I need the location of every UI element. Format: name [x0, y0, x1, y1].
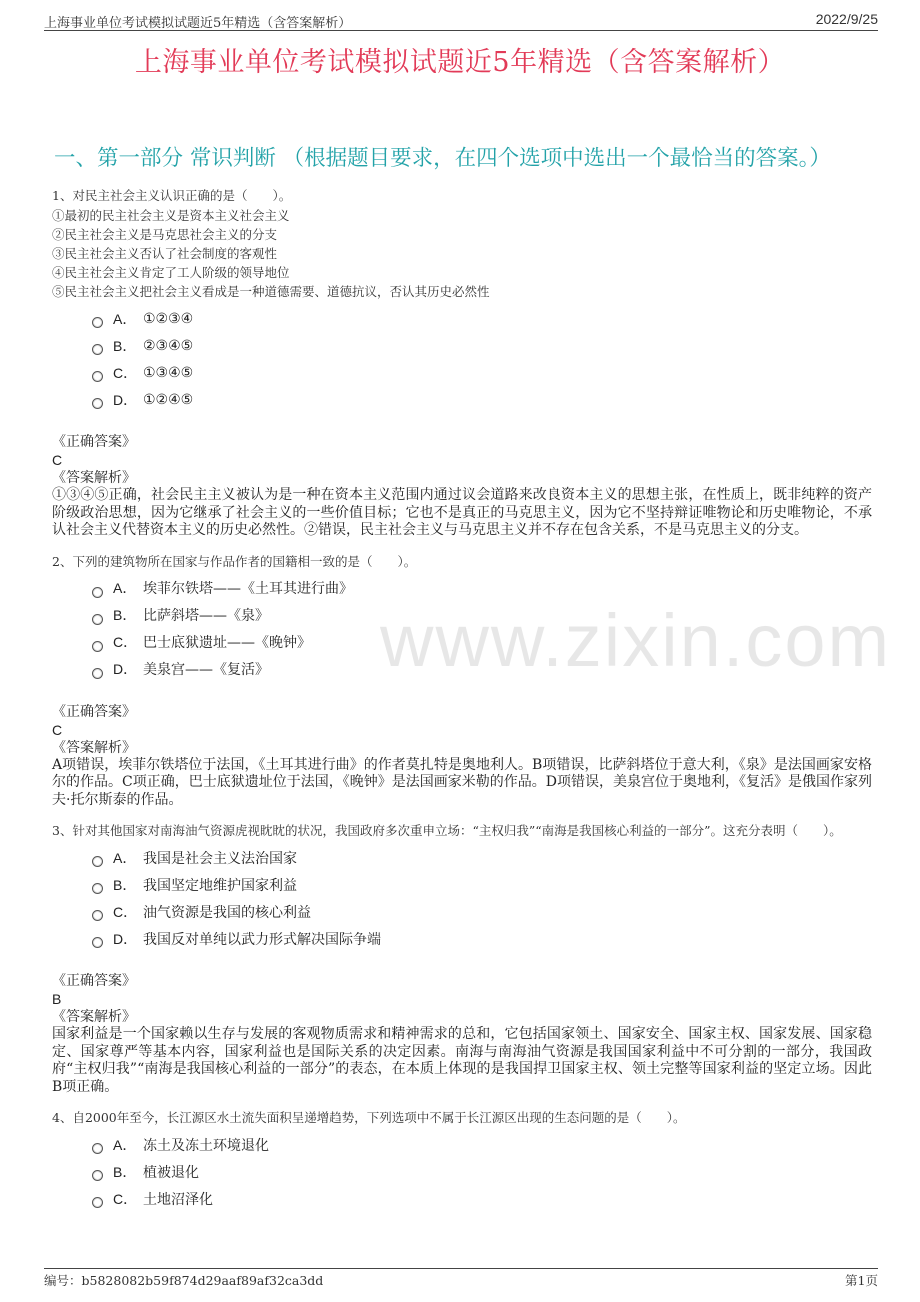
correct-answer-label: 《正确答案》 — [52, 973, 136, 989]
option-4[interactable] — [92, 656, 872, 683]
option-letter: C． — [113, 634, 138, 650]
document-title: 上海事业单位考试模拟试题近5年精选（含答案解析） — [134, 47, 786, 78]
question-stem: 3、针对其他国家对南海油气资源虎视眈眈的状况，我国政府多次重申立场：“主权归我”“南海是我国核心利益的一部分”。这充分表明（ ）。 — [52, 823, 842, 838]
options-list — [92, 844, 872, 952]
radio-button-icon[interactable] — [92, 371, 103, 382]
question-block — [52, 1108, 872, 1212]
header-date: 2022/9/25 — [815, 11, 878, 27]
option-letter: A． — [113, 1136, 137, 1153]
options-list — [92, 305, 872, 413]
analysis-label: 《答案解析》 — [52, 470, 136, 486]
option-letter: B． — [113, 1163, 137, 1180]
radio-button-icon[interactable] — [92, 317, 103, 328]
option-3[interactable] — [92, 359, 872, 386]
question-statement: ①最初的民主社会主义是资本主义社会主义 — [52, 208, 290, 223]
option-3[interactable] — [92, 629, 872, 656]
option-text: 巴士底狱遗址——《晚钟》 — [143, 635, 311, 651]
option-text: 植被退化 — [143, 1164, 199, 1181]
options-list — [92, 575, 872, 683]
option-1[interactable] — [92, 305, 872, 332]
analysis-label: 《答案解析》 — [52, 739, 136, 756]
analysis-text: A项错误，埃菲尔铁塔位于法国，《土耳其进行曲》的作者莫扎特是奥地利人。B项错误，比萨斜塔位于意大利，《泉》是法国画家安格尔的作品。C项正确，巴士底狱遗址位于法国，《晚钟》是法国画家米勒的作品。D项错误，美泉宫位于奥地利，《复活》是俄国作家列夫·托尔斯泰的作品。 — [52, 756, 872, 808]
option-letter: B． — [113, 337, 137, 354]
question-statement: ③民主社会主义否认了社会制度的客观性 — [52, 246, 278, 261]
radio-button-icon[interactable] — [92, 344, 103, 355]
option-2[interactable] — [92, 602, 872, 629]
option-text: 埃菲尔铁塔——《土耳其进行曲》 — [143, 581, 353, 597]
option-text: 我国反对单纯以武力形式解决国际争端 — [143, 931, 381, 948]
footer-page-number: 第1页 — [845, 1273, 878, 1288]
page-footer — [44, 1268, 878, 1289]
option-2[interactable] — [92, 1158, 872, 1185]
correct-answer-value: C — [52, 452, 63, 468]
option-text: ①③④⑤ — [143, 364, 194, 381]
option-4[interactable] — [92, 386, 872, 413]
option-text: 我国坚定地维护国家利益 — [143, 877, 297, 894]
analysis-text: 国家利益是一个国家赖以生存与发展的客观物质需求和精神需求的总和，它包括国家领土、国家安全、国家主权、国家发展、国家稳定、国家尊严等基本内容，国家利益也是国际关系的决定因素。南海与南海油气资源是我国国家利益中不可分割的一部分，我国政府“主权归我”“南海是我国核心利益的一部分”的表态，在本质上体现的是我国捍卫国家主权、领土完整等国家利益的坚定立场。因此B项正确。 — [52, 1026, 872, 1095]
analysis-text: ①③④⑤正确，社会民主主义被认为是一种在资本主义范围内通过议会道路来改良资本主义的思想主张，在性质上，既非纯粹的资产阶级政治思想，因为它继承了社会主义的一些价值目标；它也不是真正的马克思主义，因为它不坚持辩证唯物论和历史唯物论，不承认社会主义代替资本主义的历史必然性。②错误，民主社会主义与马克思主义并不存在包含关系，不是马克思主义的分支。 — [52, 487, 872, 538]
option-text: 油气资源是我国的核心利益 — [143, 904, 311, 921]
option-text: ②③④⑤ — [143, 337, 194, 354]
watermark: www.zixin.com — [380, 599, 892, 682]
option-3[interactable] — [92, 898, 872, 925]
option-1[interactable] — [92, 575, 872, 602]
option-text: 我国是社会主义法治国家 — [143, 850, 297, 867]
option-1[interactable] — [92, 844, 872, 871]
page-header — [44, 10, 878, 31]
question-statement: ⑤民主社会主义把社会主义看成是一种道德需要、道德抗议，否认其历史必然性 — [52, 284, 490, 299]
correct-answer-label: 《正确答案》 — [52, 703, 136, 720]
correct-answer-label: 《正确答案》 — [52, 434, 136, 450]
option-letter: A． — [113, 849, 137, 866]
option-2[interactable] — [92, 332, 872, 359]
header-doc-title: 上海事业单位考试模拟试题近5年精选（含答案解析） — [44, 16, 352, 31]
question-statement: ④民主社会主义肯定了工人阶级的领导地位 — [52, 265, 290, 280]
option-letter: C． — [113, 1190, 138, 1207]
option-4[interactable] — [92, 925, 872, 952]
option-letter: D． — [113, 661, 138, 677]
option-1[interactable] — [92, 1131, 872, 1158]
option-letter: A． — [113, 310, 137, 327]
radio-button-icon[interactable] — [92, 1197, 103, 1208]
question-list — [52, 186, 872, 1224]
correct-answer-value: B — [52, 991, 62, 1007]
radio-button-icon[interactable] — [92, 587, 103, 598]
analysis-label: 《答案解析》 — [52, 1009, 136, 1025]
radio-button-icon[interactable] — [92, 641, 103, 652]
radio-button-icon[interactable] — [92, 1170, 103, 1181]
option-2[interactable] — [92, 871, 872, 898]
question-stem: 1、对民主社会主义认识正确的是（ ）。 — [52, 188, 292, 203]
option-text: ①②③④ — [143, 310, 194, 327]
correct-answer-value: C — [52, 721, 63, 738]
option-letter: C． — [113, 364, 138, 381]
options-list — [92, 1131, 872, 1212]
radio-button-icon[interactable] — [92, 1143, 103, 1154]
radio-button-icon[interactable] — [92, 668, 103, 679]
option-text: 土地沼泽化 — [143, 1191, 213, 1208]
question-block — [52, 552, 872, 810]
option-letter: D． — [113, 391, 138, 408]
section-heading: 一、第一部分 常识判断 （根据题目要求，在四个选项中选出一个最恰当的答案。） — [54, 146, 831, 171]
question-stem: 2、下列的建筑物所在国家与作品作者的国籍相一致的是（ ）。 — [52, 553, 417, 569]
radio-button-icon[interactable] — [92, 910, 103, 921]
radio-button-icon[interactable] — [92, 883, 103, 894]
footer-doc-id: 编号：b5828082b59f874d29aaf89af32ca3dd — [44, 1273, 324, 1288]
option-letter: B． — [113, 607, 137, 623]
option-letter: A． — [113, 580, 137, 596]
option-text: 比萨斜塔——《泉》 — [143, 608, 269, 624]
question-statement: ②民主社会主义是马克思社会主义的分支 — [52, 227, 278, 242]
question-block — [52, 821, 872, 1096]
radio-button-icon[interactable] — [92, 614, 103, 625]
option-text: ①②④⑤ — [143, 391, 194, 408]
radio-button-icon[interactable] — [92, 937, 103, 948]
question-stem: 4、自2000年至今，长江源区水土流失面积呈递增趋势，下列选项中不属于长江源区出现的生态问题的是（ ）。 — [52, 1110, 686, 1125]
option-letter: B． — [113, 876, 137, 893]
question-block — [52, 186, 872, 540]
option-letter: C． — [113, 903, 138, 920]
option-3[interactable] — [92, 1185, 872, 1212]
radio-button-icon[interactable] — [92, 398, 103, 409]
option-text: 美泉宫——《复活》 — [143, 662, 269, 678]
option-text: 冻土及冻土环境退化 — [143, 1137, 269, 1154]
option-letter: D． — [113, 930, 138, 947]
radio-button-icon[interactable] — [92, 856, 103, 867]
